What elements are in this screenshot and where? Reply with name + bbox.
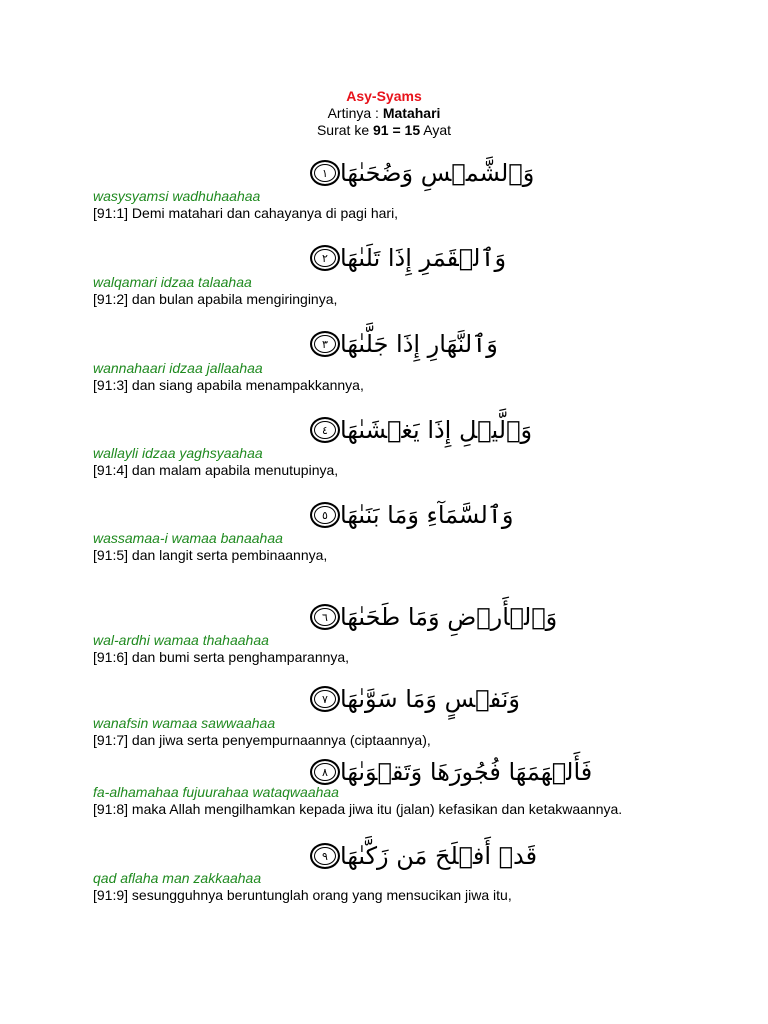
- arabic-text: وَٱلۡقَمَرِ إِذَا تَلَىٰهَا: [340, 244, 507, 272]
- arabic-text: وَٱلنَّهَارِ إِذَا جَلَّىٰهَا: [340, 330, 498, 358]
- translation-1: [91:1] Demi matahari dan cahayanya di pagi hari,: [93, 205, 399, 221]
- arabic-text: وَٱلسَّمَآءِ وَمَا بَنَىٰهَا: [340, 501, 514, 529]
- transliteration-5: wassamaa-i wamaa banaahaa: [93, 530, 283, 546]
- translation-7: [91:7] dan jiwa serta penyempurnaannya (ciptaannya),: [93, 732, 431, 748]
- arabic-verse-7: [302, 681, 662, 717]
- transliteration-1: wasysyamsi wadhuhaahaa: [93, 188, 261, 204]
- verse-number-marker: ٥: [310, 502, 340, 528]
- transliteration-8: fa-alhamahaa fujuurahaa wataqwaahaa: [93, 784, 339, 800]
- translation-9: [91:9] sesungguhnya beruntunglah orang yang mensucikan jiwa itu,: [93, 887, 512, 903]
- surah-title: Asy-Syams: [346, 88, 422, 104]
- count-suffix: Ayat: [420, 122, 452, 138]
- verse-number-marker: ٤: [310, 417, 340, 443]
- arabic-text: فَأَلۡهَمَهَا فُجُورَهَا وَتَقۡوَىٰهَا: [340, 758, 593, 786]
- arabic-text: وَٱلَّيۡلِ إِذَا يَغۡشَىٰهَا: [340, 416, 533, 444]
- translation-4: [91:4] dan malam apabila menutupinya,: [93, 462, 339, 478]
- arabic-verse-2: [302, 240, 662, 276]
- meaning-prefix: Artinya :: [327, 105, 383, 121]
- equals-sign: =: [388, 122, 405, 138]
- surah-number: 91: [373, 122, 389, 138]
- verse-number-marker: ٧: [310, 686, 340, 712]
- verse-number-marker: ١: [310, 160, 340, 186]
- verse-number-marker: ٢: [310, 245, 340, 271]
- arabic-verse-8: [302, 754, 662, 790]
- verse-number-marker: ٩: [310, 843, 340, 869]
- transliteration-9: qad aflaha man zakkaahaa: [93, 870, 262, 886]
- count-prefix: Surat ke: [316, 122, 373, 138]
- arabic-verse-9: [302, 838, 662, 874]
- arabic-verse-4: [302, 412, 662, 448]
- arabic-verse-3: [302, 326, 662, 362]
- arabic-verse-5: [302, 497, 662, 533]
- translation-3: [91:3] dan siang apabila menampakkannya,: [93, 377, 364, 393]
- translation-5: [91:5] dan langit serta pembinaannya,: [93, 547, 328, 563]
- translation-6: [91:6] dan bumi serta penghamparannya,: [93, 649, 350, 665]
- transliteration-2: walqamari idzaa talaahaa: [93, 274, 252, 290]
- arabic-text: وَنَفۡسٍ وَمَا سَوَّىٰهَا: [340, 685, 520, 713]
- verse-number-marker: ٦: [310, 604, 340, 630]
- arabic-verse-6: [302, 599, 662, 635]
- transliteration-7: wanafsin wamaa sawwaahaa: [93, 715, 276, 731]
- translation-8: [91:8] maka Allah mengilhamkan kepada jiwa itu (jalan) kefasikan dan ketakwaannya.: [93, 801, 623, 817]
- arabic-text: قَدۡ أَفۡلَحَ مَن زَكَّىٰهَا: [340, 842, 538, 870]
- surah-meaning: [0, 105, 768, 121]
- surah-count: [0, 122, 768, 138]
- verse-number-marker: ٨: [310, 759, 340, 785]
- translation-2: [91:2] dan bulan apabila mengiringinya,: [93, 291, 338, 307]
- arabic-verse-1: [302, 155, 662, 191]
- transliteration-3: wannahaari idzaa jallaahaa: [93, 360, 263, 376]
- verse-number-marker: ٣: [310, 331, 340, 357]
- meaning-value: Matahari: [382, 105, 441, 121]
- arabic-text: وَٱلشَّمۡسِ وَضُحَىٰهَا: [340, 159, 535, 187]
- ayat-count: 15: [404, 122, 421, 138]
- transliteration-6: wal-ardhi wamaa thahaahaa: [93, 632, 269, 648]
- arabic-text: وَٱلۡأَرۡضِ وَمَا طَحَىٰهَا: [340, 603, 558, 631]
- transliteration-4: wallayli idzaa yaghsyaahaa: [93, 445, 263, 461]
